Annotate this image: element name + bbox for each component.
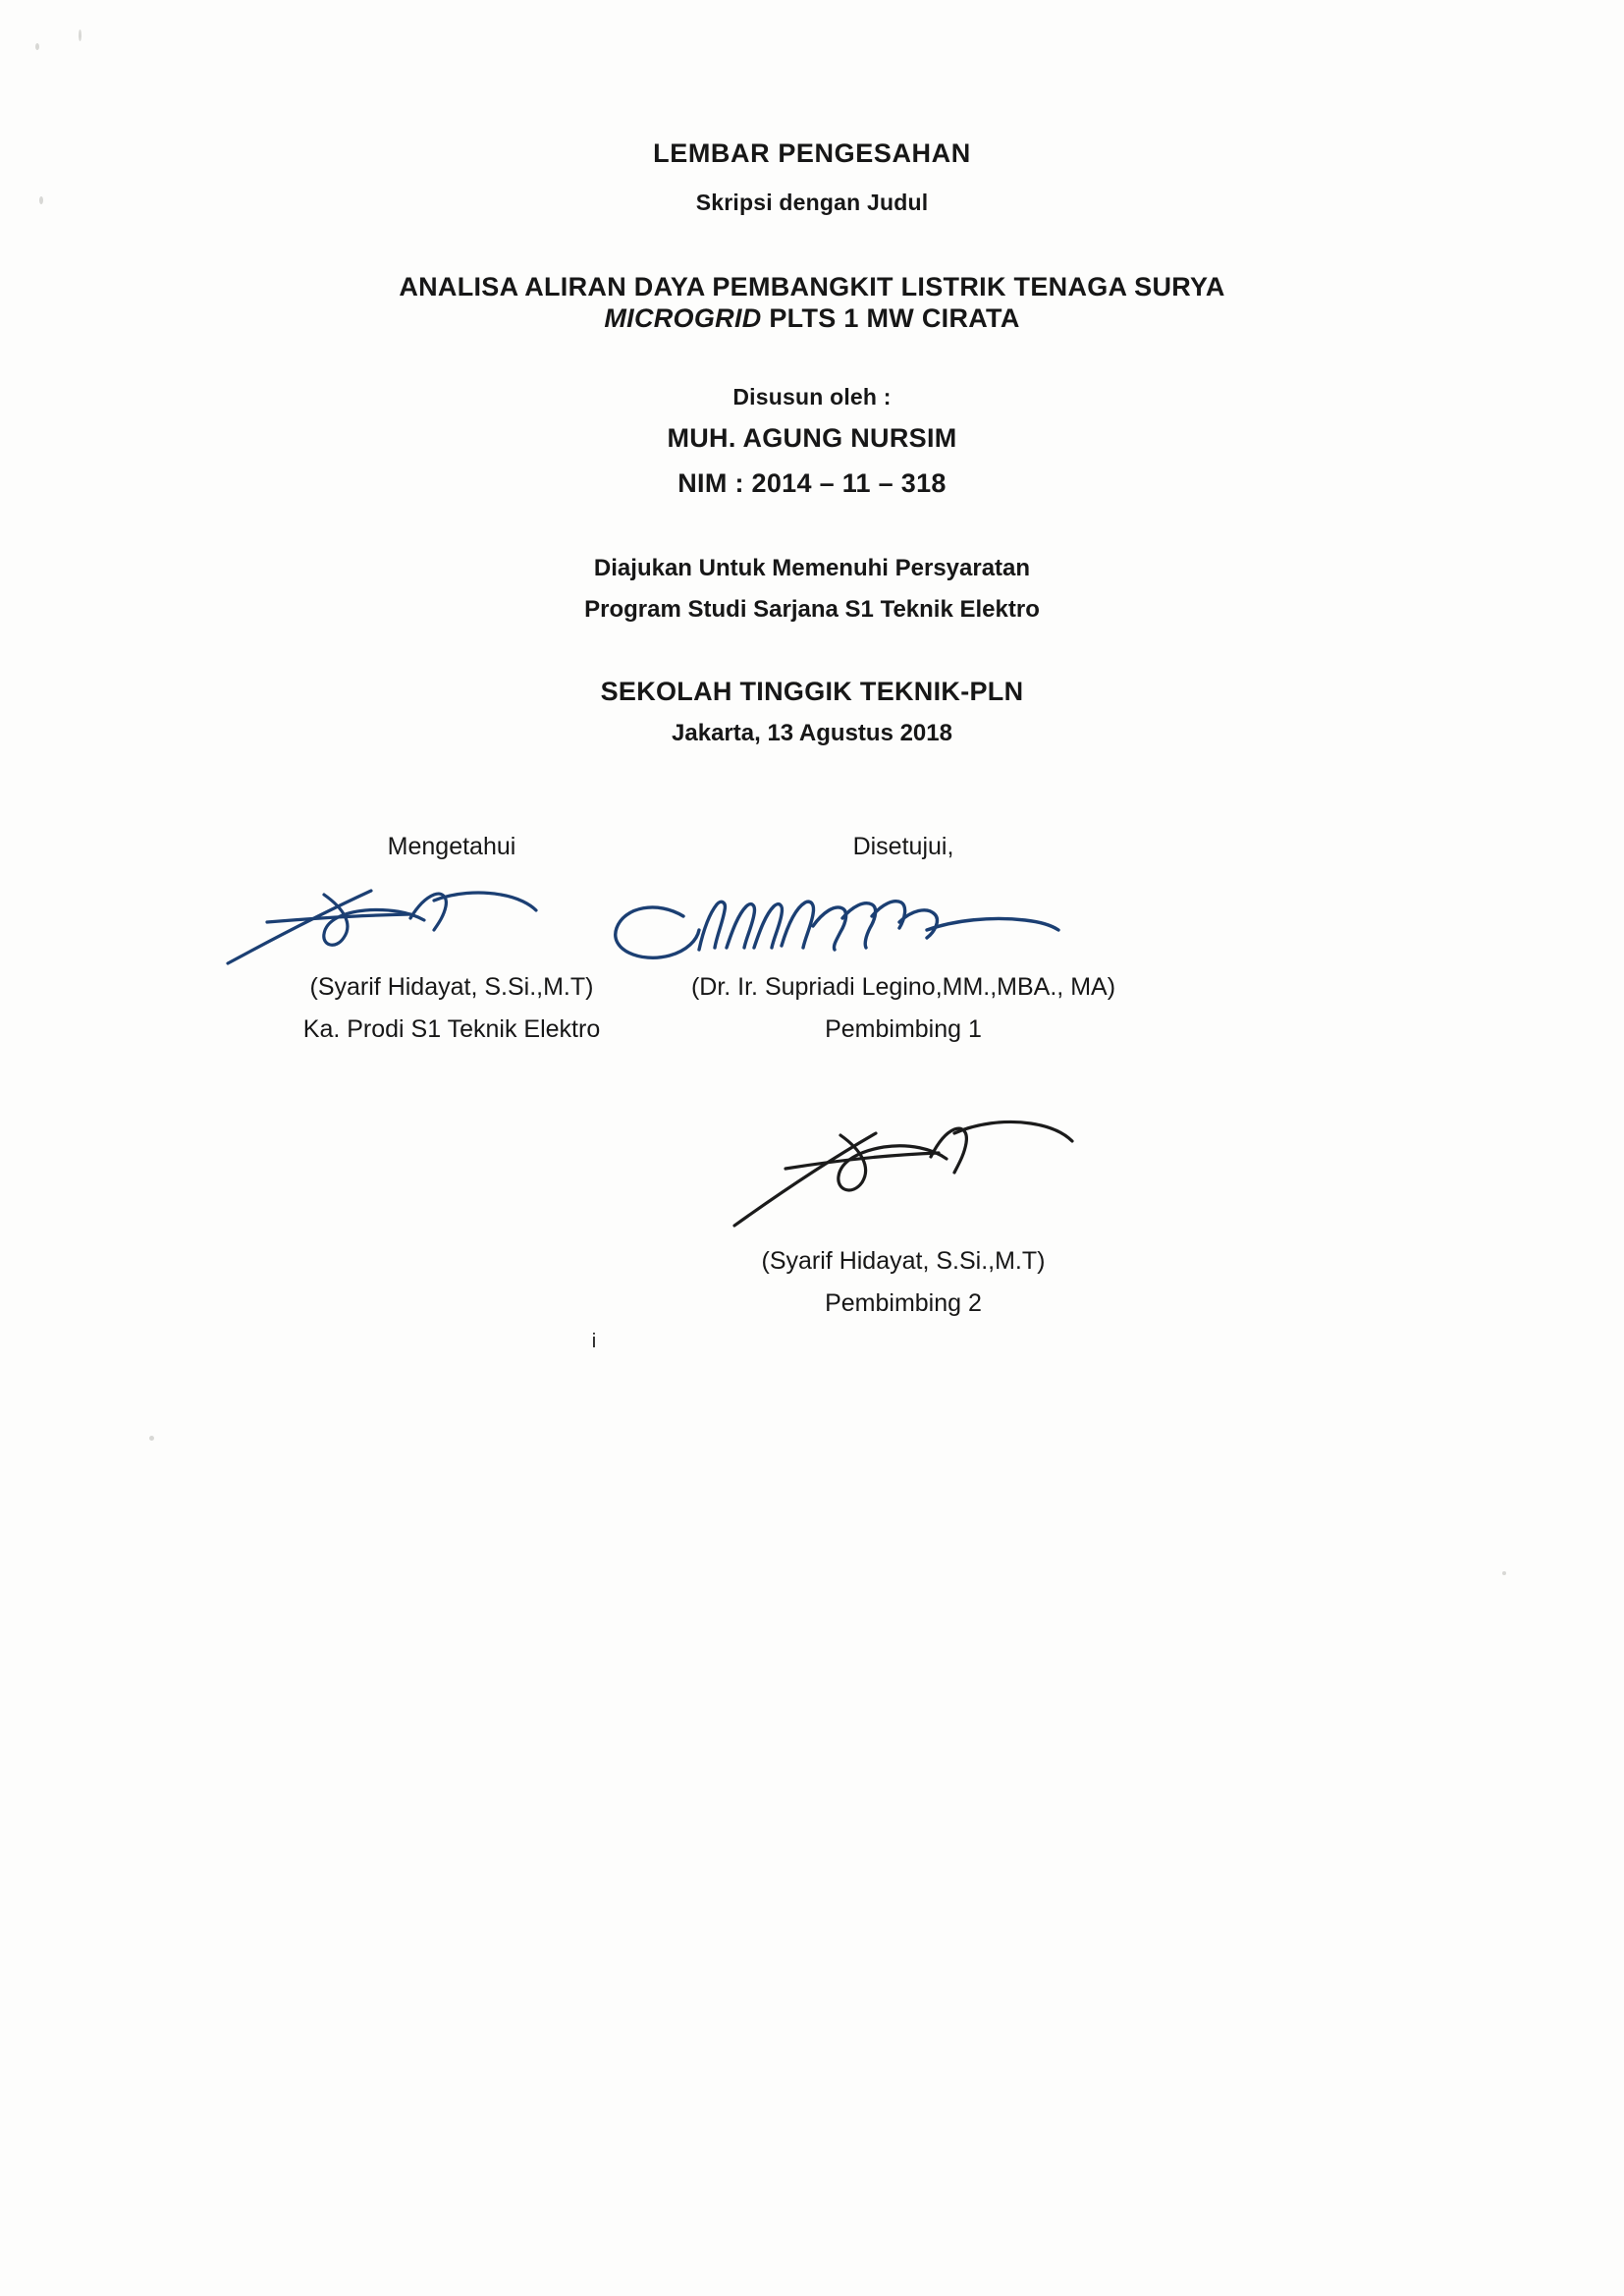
institution-name: SEKOLAH TINGGIK TEKNIK-PLN bbox=[600, 677, 1024, 706]
signature-right-first-graphic bbox=[589, 861, 1218, 971]
signature-left-role: Ka. Prodi S1 Teknik Elektro bbox=[302, 1015, 601, 1043]
thesis-title-line-2 bbox=[0, 302, 1624, 336]
place-and-date: Jakarta, 13 Agustus 2018 bbox=[672, 720, 952, 746]
scan-speck bbox=[35, 43, 39, 50]
thesis-title-italic-word: MICROGRID bbox=[604, 303, 762, 333]
signature-left-name: (Syarif Hidayat, S.Si.,M.T) bbox=[309, 973, 594, 1001]
composed-by-label: Disusun oleh : bbox=[732, 384, 892, 410]
signature-block-right-first bbox=[589, 833, 1218, 1044]
subtitle-label: Skripsi dengan Judul bbox=[695, 190, 929, 215]
scan-speck bbox=[149, 1436, 154, 1441]
scan-speck bbox=[79, 29, 81, 41]
signature-block-right-second bbox=[589, 1059, 1218, 1318]
author-name: MUH. AGUNG NURSIM bbox=[667, 423, 957, 453]
page-title: LEMBAR PENGESAHAN bbox=[653, 138, 971, 168]
signature-right-first-role: Pembimbing 1 bbox=[825, 1015, 982, 1043]
purpose-line-2: Program Studi Sarjana S1 Teknik Elektro bbox=[584, 596, 1040, 623]
signature-left-label: Mengetahui bbox=[387, 833, 516, 860]
page-number: i bbox=[591, 1331, 597, 1352]
thesis-title-line-2-rest: PLTS 1 MW CIRATA bbox=[761, 303, 1020, 333]
purpose-line-1: Diajukan Untuk Memenuhi Persyaratan bbox=[593, 555, 1031, 581]
scan-speck bbox=[1502, 1571, 1506, 1575]
author-nim: NIM : 2014 – 11 – 318 bbox=[677, 468, 947, 498]
signature-right-second-role: Pembimbing 2 bbox=[825, 1289, 982, 1317]
signature-right-second-graphic bbox=[589, 1059, 1218, 1245]
thesis-title-line-1: ANALISA ALIRAN DAYA PEMBANGKIT LISTRIK TENAGA SURYA bbox=[399, 272, 1225, 301]
signature-right-first-label: Disetujui, bbox=[852, 833, 954, 860]
signature-right-second-name: (Syarif Hidayat, S.Si.,M.T) bbox=[761, 1247, 1046, 1275]
signature-right-first-name: (Dr. Ir. Supriadi Legino,MM.,MBA., MA) bbox=[690, 973, 1116, 1001]
